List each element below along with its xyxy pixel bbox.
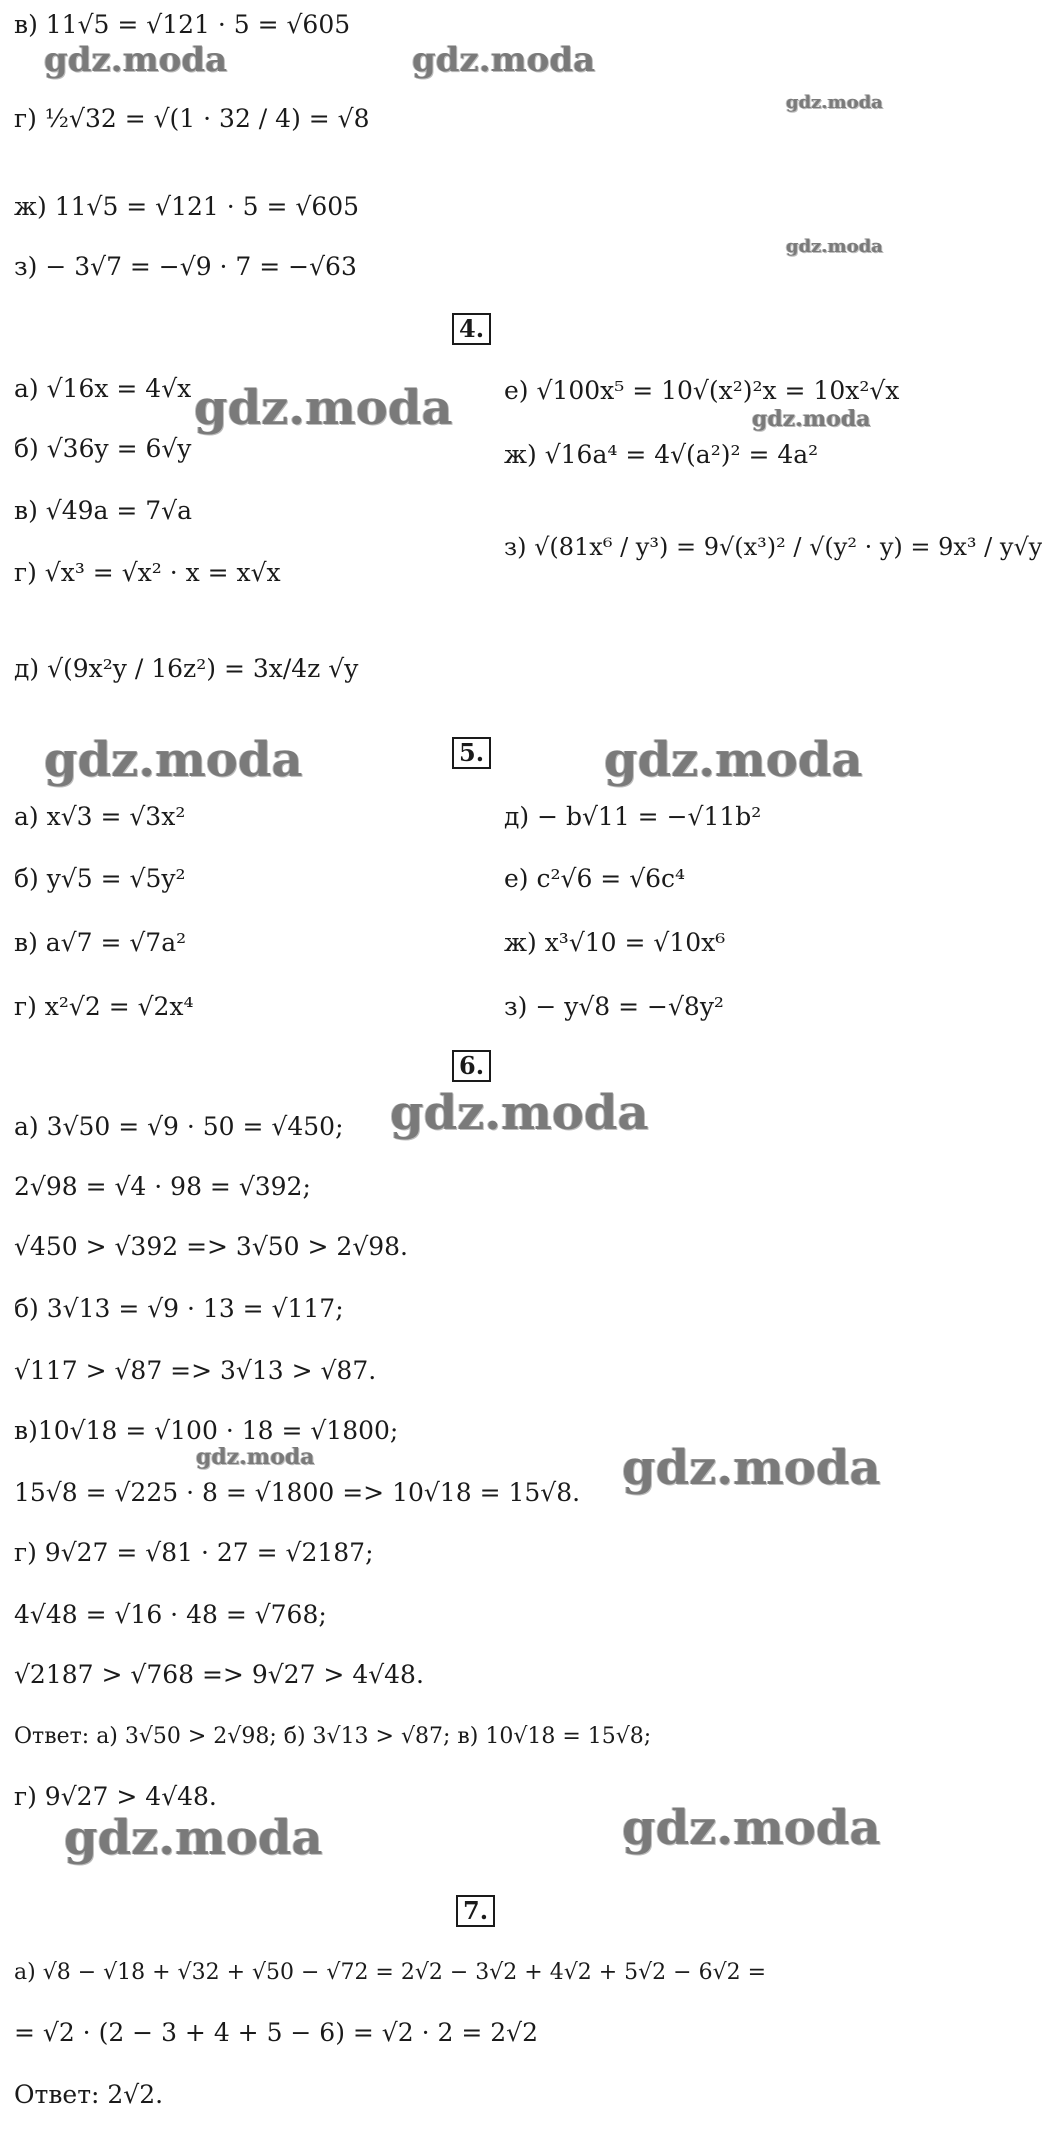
problem-4-header: 4. (452, 313, 491, 345)
p5-item-b: б) y√5 = √5y² (14, 864, 186, 893)
watermark: gdz.moda (622, 1440, 881, 1496)
problem-7-header: 7. (456, 1895, 495, 1927)
p5-item-v: в) a√7 = √7a² (14, 928, 187, 957)
watermark: gdz.moda (752, 406, 871, 432)
top-item-g: г) ½√32 = √(1 · 32 / 4) = √8 (14, 104, 370, 133)
p6-line-1: а) 3√50 = √9 · 50 = √450; (14, 1112, 344, 1141)
p4-item-e: е) √100x⁵ = 10√(x²)²x = 10x²√x (504, 376, 900, 405)
p4-item-z: з) √(81x⁶ / y³) = 9√(x³)² / √(y² · y) = 9x³ / y√y (504, 533, 1042, 561)
p5-item-g: г) x²√2 = √2x⁴ (14, 992, 194, 1021)
p4-item-a: а) √16x = 4√x (14, 374, 192, 403)
watermark: gdz.moda (786, 236, 883, 257)
p6-line-6: в)10√18 = √100 · 18 = √1800; (14, 1416, 399, 1445)
watermark: gdz.moda (196, 1444, 315, 1470)
p6-line-9: 4√48 = √16 · 48 = √768; (14, 1600, 327, 1629)
watermark: gdz.moda (412, 40, 596, 80)
watermark: gdz.moda (390, 1085, 649, 1141)
watermark: gdz.moda (44, 732, 303, 788)
p4-item-g: г) √x³ = √x² · x = x√x (14, 558, 281, 587)
problem-5-header: 5. (452, 737, 491, 769)
p7-answer: Ответ: 2√2. (14, 2080, 164, 2109)
watermark: gdz.moda (622, 1800, 881, 1856)
p6-line-4: б) 3√13 = √9 · 13 = √117; (14, 1294, 344, 1323)
p5-item-a: а) x√3 = √3x² (14, 802, 186, 831)
top-item-v: в) 11√5 = √121 · 5 = √605 (14, 10, 351, 39)
top-item-zh: ж) 11√5 = √121 · 5 = √605 (14, 192, 360, 221)
p4-item-v: в) √49a = 7√a (14, 496, 193, 525)
watermark: gdz.moda (64, 1810, 323, 1866)
p5-item-z: з) − y√8 = −√8y² (504, 992, 724, 1021)
p6-line-10: √2187 > √768 => 9√27 > 4√48. (14, 1660, 424, 1689)
p6-line-8: г) 9√27 = √81 · 27 = √2187; (14, 1538, 374, 1567)
p5-item-d: д) − b√11 = −√11b² (504, 802, 762, 831)
watermark: gdz.moda (194, 380, 453, 436)
p4-item-zh: ж) √16a⁴ = 4√(a²)² = 4a² (504, 440, 819, 469)
p5-item-zh: ж) x³√10 = √10x⁶ (504, 928, 726, 957)
p6-line-7: 15√8 = √225 · 8 = √1800 => 10√18 = 15√8. (14, 1478, 581, 1507)
watermark: gdz.moda (604, 732, 863, 788)
p7-line-2: = √2 · (2 − 3 + 4 + 5 − 6) = √2 · 2 = 2√2 (14, 2018, 538, 2047)
p6-line-2: 2√98 = √4 · 98 = √392; (14, 1172, 311, 1201)
p6-answer-line: Ответ: а) 3√50 > 2√98; б) 3√13 > √87; в) 10√18 = 15√8; (14, 1724, 652, 1749)
p4-item-b: б) √36y = 6√y (14, 434, 192, 463)
p7-line-1: а) √8 − √18 + √32 + √50 − √72 = 2√2 − 3√2 + 4√2 + 5√2 − 6√2 = (14, 1960, 767, 1985)
watermark: gdz.moda (786, 92, 883, 113)
p6-answer-line-2: г) 9√27 > 4√48. (14, 1782, 217, 1811)
p6-line-3: √450 > √392 => 3√50 > 2√98. (14, 1232, 409, 1261)
top-item-z: з) − 3√7 = −√9 · 7 = −√63 (14, 252, 357, 281)
p4-item-d: д) √(9x²y / 16z²) = 3x/4z √y (14, 654, 359, 683)
p6-line-5: √117 > √87 => 3√13 > √87. (14, 1356, 377, 1385)
watermark: gdz.moda (44, 40, 228, 80)
p5-item-e: е) c²√6 = √6c⁴ (504, 864, 686, 893)
problem-6-header: 6. (452, 1050, 491, 1082)
